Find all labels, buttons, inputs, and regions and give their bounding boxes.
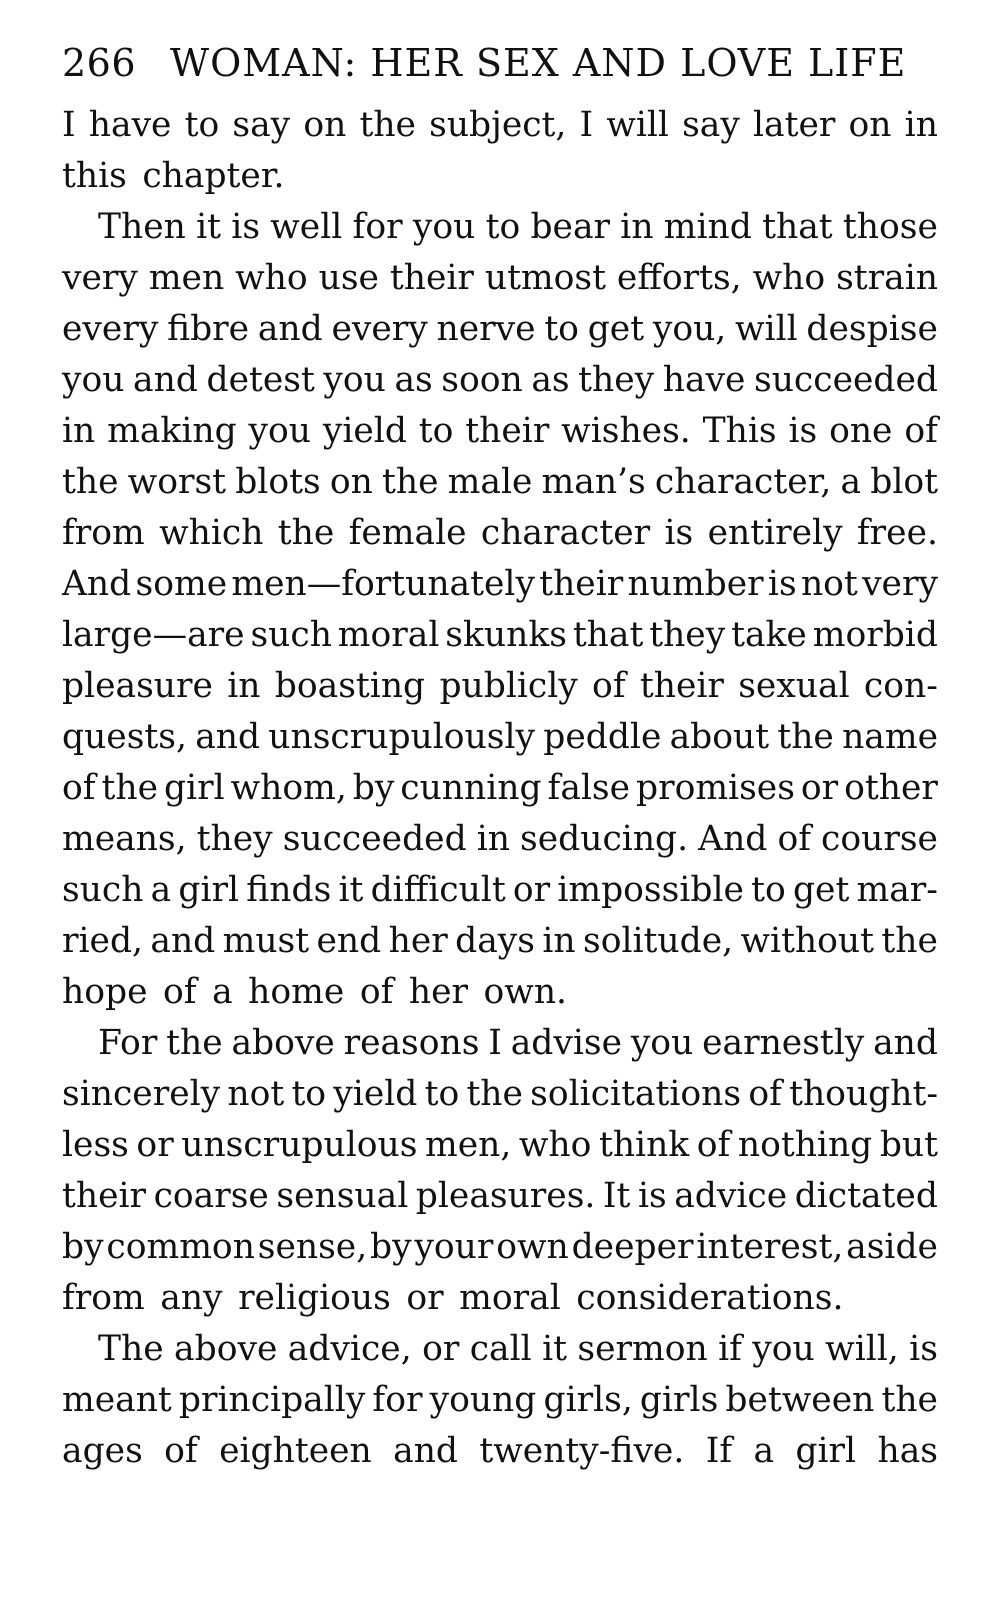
word: own (496, 1227, 569, 1267)
word: very (62, 258, 138, 298)
word: And (698, 819, 768, 859)
word: in (62, 411, 96, 451)
word: is (637, 1176, 667, 1216)
word: above (174, 1329, 278, 1369)
word: not (800, 564, 858, 604)
word: advice, (287, 1329, 412, 1369)
word: finds (246, 870, 332, 910)
word: the (881, 1380, 938, 1420)
word: blot (870, 462, 938, 502)
word: in (476, 819, 510, 859)
word: of (359, 972, 394, 1012)
text-line (62, 1324, 938, 1375)
word: in (620, 207, 654, 247)
word: aside (846, 1227, 938, 1267)
word: one (829, 411, 893, 451)
word: the (881, 921, 938, 961)
word: to (751, 870, 786, 910)
word: girl (178, 870, 240, 910)
word: less (62, 1125, 129, 1165)
word: girl (795, 1431, 857, 1471)
word: get (587, 309, 645, 349)
word: sense, (257, 1227, 368, 1267)
word: solicitations (530, 1074, 742, 1114)
word: to (184, 105, 220, 145)
word: any (160, 1278, 223, 1318)
word: sincerely (62, 1074, 221, 1114)
word: And (62, 564, 132, 604)
word: has (877, 1431, 938, 1471)
word: between (725, 1380, 875, 1420)
word: succeeded (754, 360, 938, 400)
word: character (480, 513, 651, 553)
word: unscrupulously (268, 717, 536, 757)
word: subject, (429, 105, 567, 145)
text-line (62, 100, 938, 151)
text-line (62, 1375, 938, 1426)
word: principally (178, 1380, 366, 1420)
word: of (696, 1125, 731, 1165)
text-line (62, 406, 938, 457)
word: you (630, 1023, 694, 1063)
word: eighteen (219, 1431, 372, 1471)
word: every (62, 309, 159, 349)
word: despise (806, 309, 938, 349)
word: the (277, 513, 335, 553)
word: men—fortunately (231, 564, 535, 604)
word: girl (163, 768, 225, 808)
word: chapter. (142, 156, 285, 196)
word: and (195, 717, 261, 757)
word: and (150, 921, 216, 961)
word: moral (459, 1278, 561, 1318)
word: who (235, 258, 308, 298)
word: sermon (577, 1329, 708, 1369)
word: end (316, 921, 382, 961)
word: their (639, 666, 724, 706)
word: seducing. (520, 819, 689, 859)
text-line (62, 1069, 938, 1120)
word: say (232, 105, 291, 145)
word: dictated (794, 1176, 938, 1216)
word: difficult (370, 870, 506, 910)
word: succeeded (282, 819, 467, 859)
word: this (62, 156, 127, 196)
word: The (98, 1329, 164, 1369)
word: advice (674, 1176, 788, 1216)
word: I (62, 105, 76, 145)
word: interest, (696, 1227, 844, 1267)
word: own. (483, 972, 568, 1012)
word: not (227, 1074, 285, 1114)
text-line (62, 508, 938, 559)
word: is (664, 513, 694, 553)
word: For (98, 1023, 158, 1063)
word: considerations. (576, 1278, 844, 1318)
word: the (381, 462, 439, 502)
word: other (844, 768, 938, 808)
word: whom, (230, 768, 347, 808)
text-line (62, 304, 938, 355)
word: blots (235, 462, 321, 502)
word: from (62, 1278, 145, 1318)
word: take (731, 615, 807, 655)
word: to (291, 1074, 327, 1114)
word: cunning (400, 768, 542, 808)
text-line (62, 1273, 938, 1324)
word: or (406, 1278, 444, 1318)
word: will, (825, 1329, 899, 1369)
word: utmost (484, 258, 606, 298)
word: thought- (789, 1074, 938, 1114)
word: hope (62, 972, 148, 1012)
word: quests, (62, 717, 187, 757)
word: her (408, 972, 469, 1012)
word: by (352, 768, 395, 808)
word: you (62, 360, 125, 400)
word: from (62, 513, 145, 553)
word: false (547, 768, 631, 808)
word: you (248, 411, 311, 451)
word: yield (322, 411, 407, 451)
text-line (62, 1426, 938, 1477)
word: those (842, 207, 938, 247)
word: I (579, 105, 594, 145)
word: of (904, 411, 938, 451)
word: advise (510, 1023, 623, 1063)
word: name (842, 717, 938, 757)
word: course (821, 819, 938, 859)
word: well (270, 207, 343, 247)
word: worst (127, 462, 227, 502)
word: detest (206, 360, 315, 400)
word: that (572, 615, 644, 655)
word: solitude, (583, 921, 734, 961)
word: of (592, 666, 626, 706)
word: large—are (62, 615, 245, 655)
word: use (318, 258, 379, 298)
word: call (469, 1329, 532, 1369)
word: you, (652, 309, 727, 349)
word: moral (337, 615, 440, 655)
word: you (323, 360, 386, 400)
word: peddle (543, 717, 662, 757)
word: skunks (445, 615, 567, 655)
word: promises (636, 768, 795, 808)
word: who (518, 1125, 592, 1165)
word: twenty-five. (479, 1431, 685, 1471)
word: young (429, 1380, 537, 1420)
word: in (227, 666, 261, 706)
text-line (62, 763, 938, 814)
word: the (166, 1023, 223, 1063)
word: a (753, 1431, 775, 1471)
word: or (136, 1125, 174, 1165)
word: number (627, 564, 764, 604)
word: their (539, 564, 624, 604)
word: of (777, 819, 811, 859)
word: men, (425, 1125, 512, 1165)
word: earnestly (702, 1023, 865, 1063)
word: they (578, 360, 655, 400)
word: unscrupulous (181, 1125, 418, 1165)
word: bear (530, 207, 611, 247)
paragraph-3 (62, 1018, 938, 1324)
word: their (62, 1176, 147, 1216)
word: male (447, 462, 533, 502)
text-line (62, 814, 938, 865)
word: your (414, 1227, 494, 1267)
word: in (904, 105, 938, 145)
word: nothing (737, 1125, 873, 1165)
word: to (424, 1074, 460, 1114)
word: such (62, 870, 144, 910)
word: above (231, 1023, 335, 1063)
word: Then (98, 207, 186, 247)
word: and (393, 1431, 459, 1471)
word: think (598, 1125, 690, 1165)
word: to (418, 411, 454, 451)
text-line (62, 967, 938, 1018)
text-line (62, 253, 938, 304)
word: as (394, 360, 433, 400)
word: ages (62, 1431, 143, 1471)
text-line (62, 1171, 938, 1222)
word: is (231, 207, 261, 247)
word: religious (238, 1278, 391, 1318)
word: girls, (543, 1380, 633, 1420)
word: morbid (812, 615, 938, 655)
word: you (412, 207, 476, 247)
text-line (62, 661, 938, 712)
word: home (248, 972, 345, 1012)
paragraph-4 (62, 1324, 938, 1477)
word: free. (856, 513, 938, 553)
word: pleasures. (415, 1176, 596, 1216)
word: get (792, 870, 850, 910)
word: very (862, 564, 938, 604)
text-line (62, 1120, 938, 1171)
word: meant (62, 1380, 172, 1420)
word: such (250, 615, 332, 655)
word: the (777, 717, 834, 757)
word: you (752, 1329, 815, 1369)
text-line (62, 610, 938, 661)
word: man’s (541, 462, 646, 502)
word: means, (62, 819, 187, 859)
text-line (62, 559, 938, 610)
word: soon (441, 360, 523, 400)
word: in (542, 921, 576, 961)
text-line (62, 916, 938, 967)
word: and (133, 360, 198, 400)
word: and (873, 1023, 938, 1063)
body-text (62, 100, 938, 1477)
word: fibre (167, 309, 250, 349)
word: It (602, 1176, 631, 1216)
word: they (649, 615, 726, 655)
text-line (62, 457, 938, 508)
word: about (669, 717, 770, 757)
text-line (62, 151, 938, 202)
word: will (606, 105, 669, 145)
word: for (372, 1380, 423, 1420)
word: it (196, 207, 222, 247)
word: but (879, 1125, 938, 1165)
word: to (544, 309, 579, 349)
word: it (542, 1329, 567, 1369)
word: is (909, 1329, 938, 1369)
word: by (62, 1227, 104, 1267)
word: common (106, 1227, 255, 1267)
word: of (748, 1074, 782, 1114)
word: a (840, 462, 862, 502)
word: her (388, 921, 448, 961)
word: making (107, 411, 237, 451)
word: character, (654, 462, 832, 502)
paragraph-1 (62, 100, 938, 202)
word: wishes. (561, 411, 691, 451)
word: that (762, 207, 833, 247)
text-line (62, 355, 938, 406)
book-page (62, 40, 938, 1477)
word: men (148, 258, 225, 298)
word: nerve (436, 309, 536, 349)
word: have (662, 360, 746, 400)
word: by (370, 1227, 412, 1267)
word: impossible (557, 870, 744, 910)
word: deeper (571, 1227, 694, 1267)
word: will (735, 309, 798, 349)
word: who (752, 258, 826, 298)
word: a (212, 972, 233, 1012)
word: of (62, 768, 96, 808)
text-line (62, 865, 938, 916)
word: as (531, 360, 570, 400)
word: is (767, 564, 797, 604)
word: boasting (274, 666, 426, 706)
page-number: 266 (62, 41, 137, 85)
word: on (329, 462, 373, 502)
word: or (422, 1329, 460, 1369)
word: entirely (707, 513, 843, 553)
word: on (303, 105, 347, 145)
word: must (222, 921, 310, 961)
word: for (352, 207, 403, 247)
word: days (455, 921, 535, 961)
word: sexual (738, 666, 850, 706)
word: to (485, 207, 521, 247)
book-title: WOMAN: HER SEX AND LOVE LIFE (170, 41, 907, 85)
word: This (702, 411, 777, 451)
word: without (740, 921, 875, 961)
word: of (163, 972, 197, 1012)
text-line (62, 712, 938, 763)
word: their (465, 411, 550, 451)
text-line (62, 1222, 938, 1273)
word: I (488, 1023, 502, 1063)
word: some (135, 564, 228, 604)
word: reasons (343, 1023, 480, 1063)
word: mar- (856, 870, 938, 910)
word: or (800, 768, 839, 808)
word: efforts, (616, 258, 742, 298)
running-header (62, 40, 938, 86)
word: say (682, 105, 740, 145)
word: girls (639, 1380, 719, 1420)
word: con- (863, 666, 938, 706)
word: yield (333, 1074, 418, 1114)
word: a (150, 870, 172, 910)
word: every (331, 309, 428, 349)
word: pleasure (62, 666, 213, 706)
word: if (718, 1329, 742, 1369)
word: it (338, 870, 364, 910)
word: sensual (276, 1176, 409, 1216)
word: on (848, 105, 892, 145)
word: the (359, 105, 416, 145)
word: have (88, 105, 172, 145)
word: their (389, 258, 474, 298)
word: of (164, 1431, 198, 1471)
word: If (705, 1431, 733, 1471)
word: mind (663, 207, 752, 247)
text-line (62, 202, 938, 253)
word: strain (836, 258, 938, 298)
word: ried, (62, 921, 143, 961)
word: or (512, 870, 551, 910)
word: the (101, 768, 159, 808)
word: publicly (439, 666, 578, 706)
word: coarse (153, 1176, 269, 1216)
word: later (753, 105, 836, 145)
word: the (466, 1074, 523, 1114)
word: female (348, 513, 467, 553)
word: and (257, 309, 323, 349)
word: which (159, 513, 264, 553)
word: the (62, 462, 119, 502)
word: they (196, 819, 273, 859)
text-line (62, 1018, 938, 1069)
word: is (788, 411, 818, 451)
paragraph-2 (62, 202, 938, 1018)
